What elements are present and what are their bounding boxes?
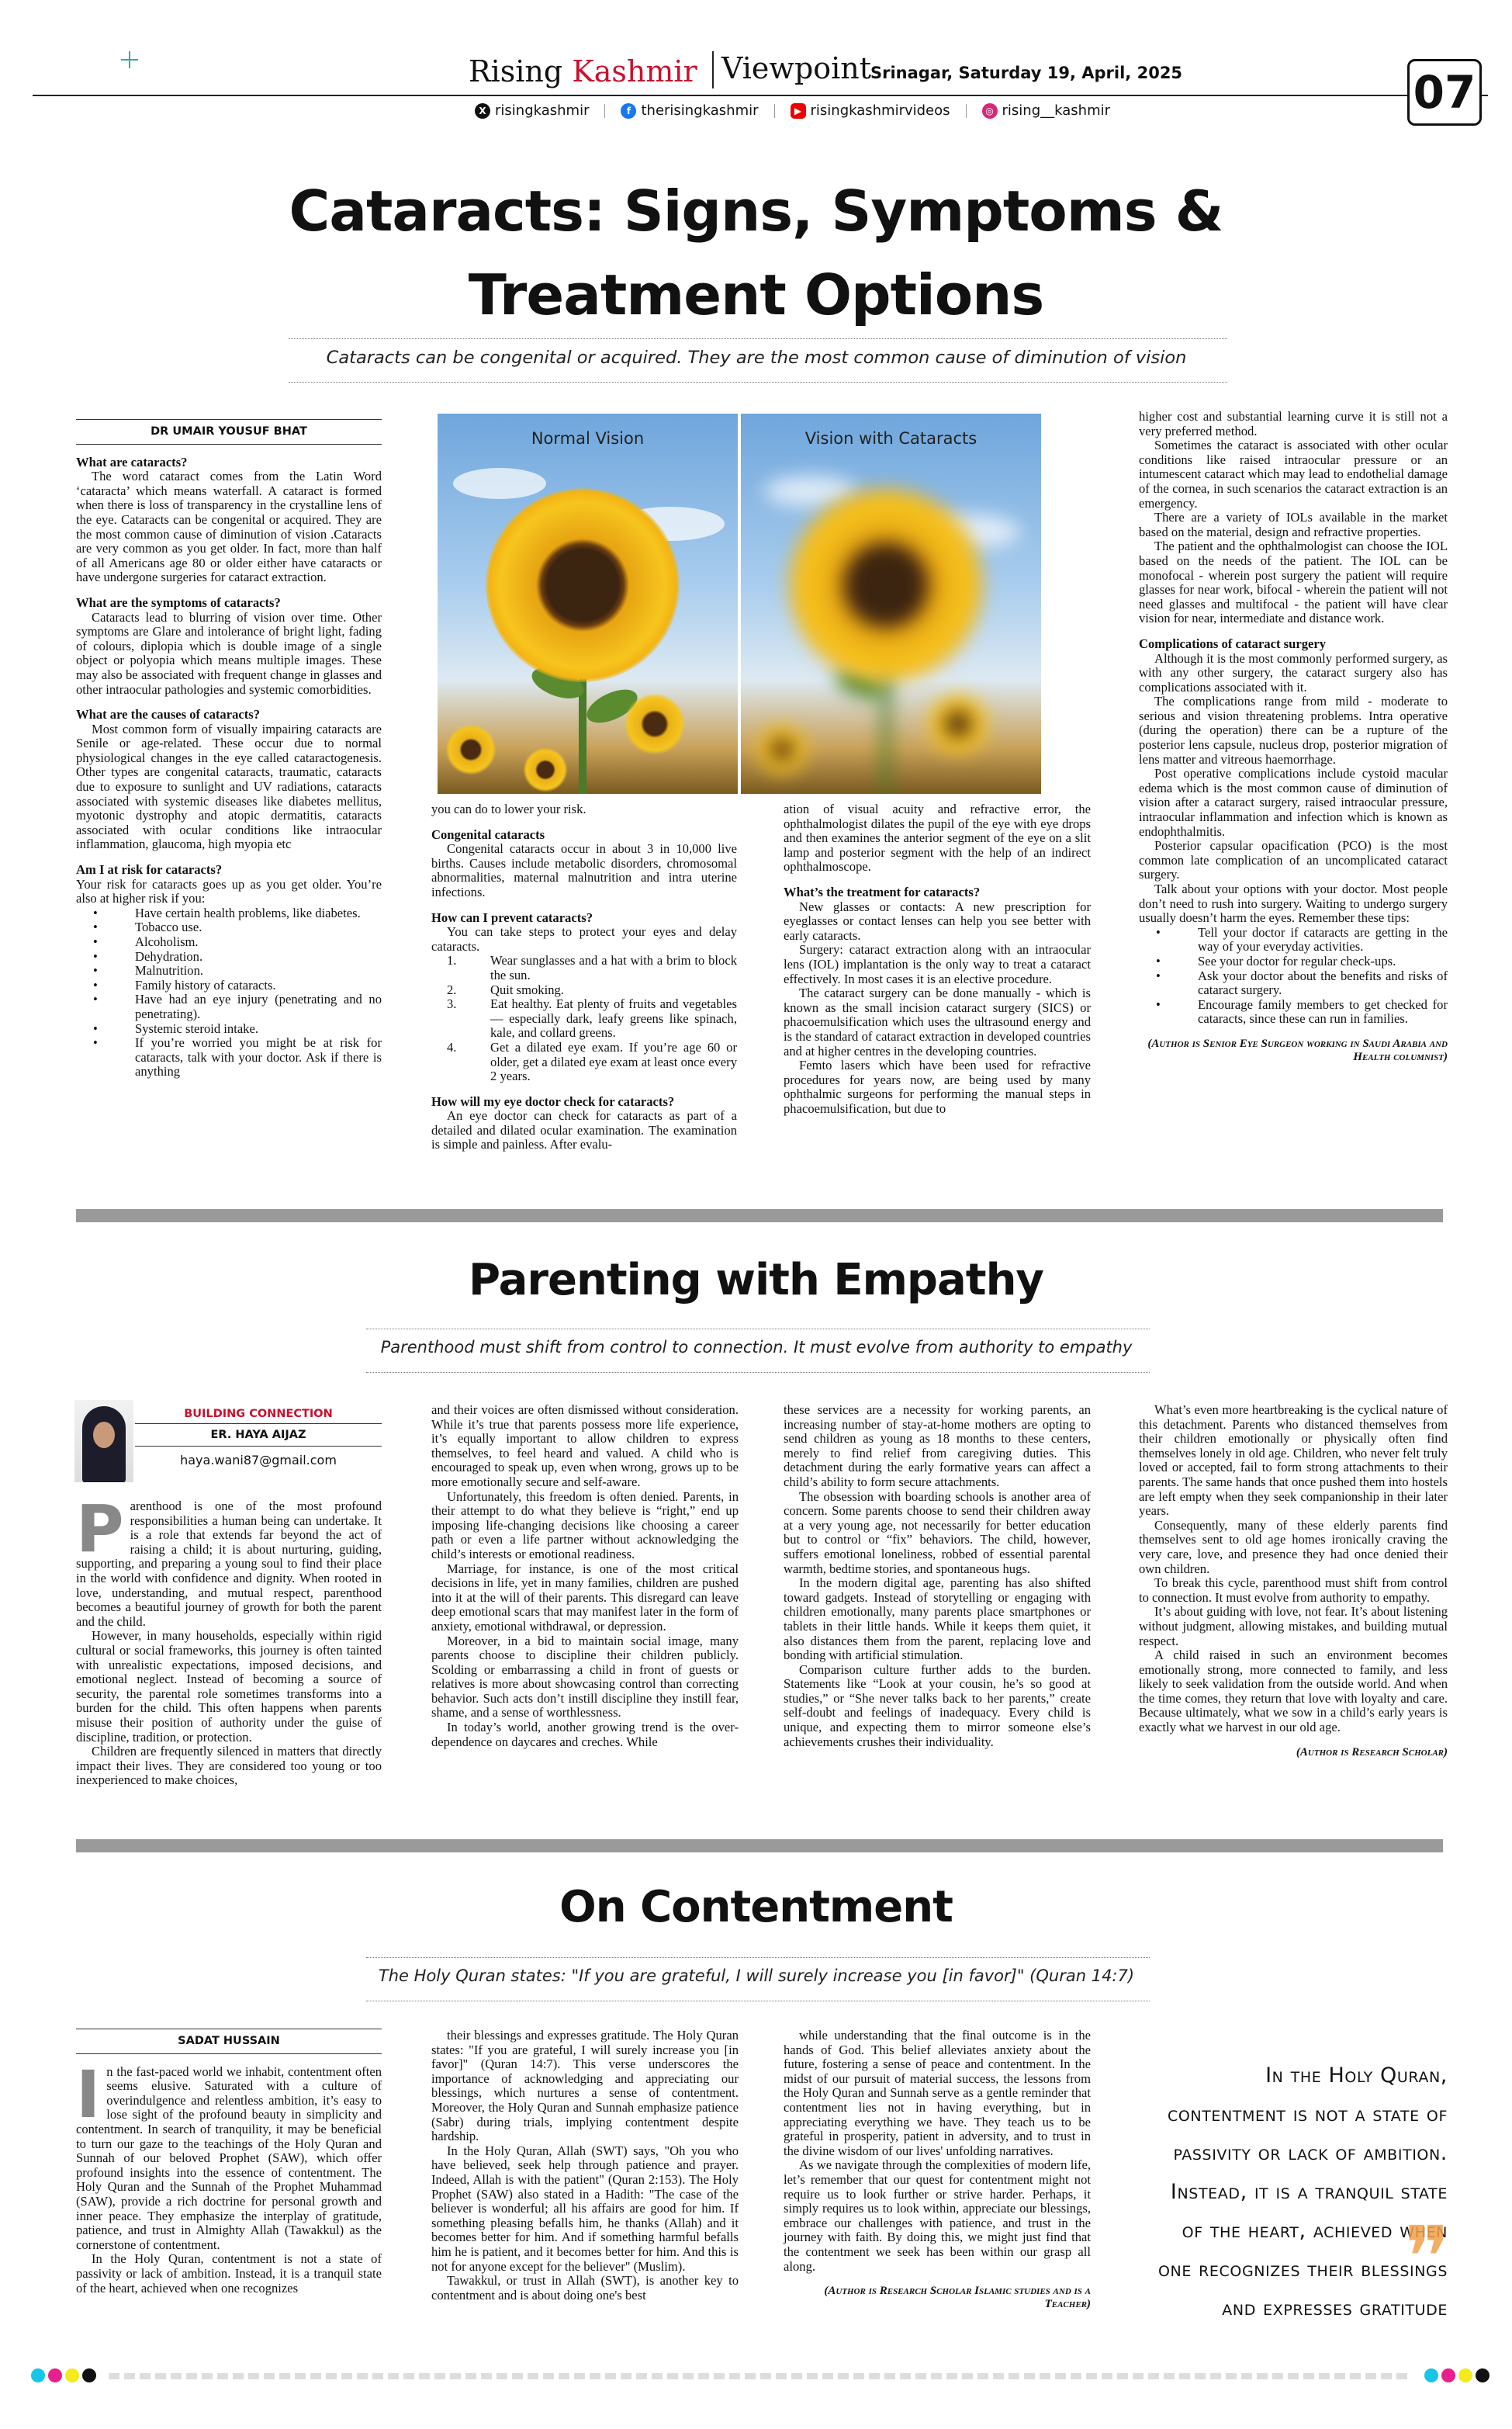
paragraph: In today’s world, another growing trend is the over-dependence on daycares and creches. While (431, 1720, 739, 1749)
paragraph: Although it is the most commonly performed surgery, as with any other surgery, the cataract surgery also has complications associated with it. (1139, 650, 1448, 695)
sunflower (756, 724, 808, 775)
article1-col-4 (1139, 410, 1448, 1064)
paragraph: Sometimes the cataract is associated with other ocular conditions like raised intraocular pressure or an intumescent cataract which may lead to endothelial damage of the cornea, in such scenarios the cataract extraction is an emergency. (1139, 438, 1448, 511)
list-text: Eat healthy. Eat plenty of fruits and vegetables — especially dark, leafy greens like spinach, kale, and collard greens. (490, 996, 737, 1041)
risk-list (76, 906, 382, 1079)
color-swatch (1441, 2368, 1455, 2382)
paragraph: these services are a necessity for working parents, an increasing number of stay-at-home mothers are opting to send children as young as 18 months to these centers, merely to find relief from caregiving duties. This detachment during the early formative years can affect a child’s ability to form secure attachments. (784, 1402, 1091, 1489)
color-swatch (31, 2368, 45, 2382)
social-handle: rising__kashmir (1002, 102, 1111, 119)
subheading: Complications of cataract surgery (1139, 636, 1327, 651)
brand-logo[interactable] (469, 54, 697, 88)
paragraph: higher cost and substantial learning curve it is still not a very preferred method. (1139, 409, 1448, 438)
list-item: • Systemic steroid intake. (76, 1022, 382, 1037)
paragraph: Unfortunately, this freedom is often denied. Parents, in their attempt to do what they believe is “right,” end up imposing life-changing decisions like choosing a career path or even a life partner without acknowledging the child’s interests or emotional readiness. (431, 1488, 739, 1561)
color-swatch (1424, 2368, 1438, 2382)
sunflower (624, 693, 686, 755)
list-item: • Encourage family members to get checked for cataracts, since these can run in families. (1139, 998, 1448, 1027)
list-item: • Family history of cataracts. (76, 979, 382, 993)
paragraph: Most common form of visually impairing cataracts are Senile or age-related. These occur due to normal physiological changes in the eye called cataractogenesis. Other types are congenital cataracts, traumatic, cataracts due to exposure to sunlight and UV radiations, cataracts associated with systemic diseases like diabetes mellitus, myotonic dystrophy and atopic dermatitis, cataracts associated with ocular conditions like intraocular inflammation, glaucoma, high myopia etc (76, 721, 382, 852)
list-text: Wear sunglasses and a hat with a brim to block the sun. (490, 953, 737, 982)
divider (604, 104, 605, 118)
article3-col-2 (431, 2029, 739, 2303)
paragraph: In the Holy Quran, contentment is not a state of passivity or lack of ambition. Instead, it is a tranquil state of the heart, achieved when one recognizes (76, 2251, 382, 2296)
list-item: • Have had an eye injury (penetrating and no penetrating). (76, 993, 382, 1021)
paragraph: New glasses or contacts: A new prescription for eyeglasses or contact lenses can help you see better with early cataracts. (784, 899, 1091, 943)
list-item: • Malnutrition. (76, 964, 382, 979)
paragraph: Posterior capsular opacification (PCO) is the most common late complication of an uncomplicated cataract surgery. (1139, 838, 1448, 882)
article2-deck: Parenthood must shift from control to connection. It must evolve from authority to empathy (380, 1338, 1133, 1357)
paragraph: An eye doctor can check for cataracts as part of a detailed and dilated ocular examination. The examination is simple and painless. After evalu- (431, 1108, 737, 1152)
section-divider (76, 1839, 1443, 1852)
social-link-facebook[interactable] (621, 102, 758, 119)
column-kicker: BUILDING CONNECTION (135, 1408, 382, 1424)
sunflower (445, 724, 497, 775)
paragraph: you can do to lower your risk. (431, 802, 586, 816)
author-email[interactable]: haya.wani87@gmail.com (180, 1453, 337, 1467)
author-byline: ER. HAYA AIJAZ (135, 1424, 382, 1447)
subheading: How will my eye doctor check for cataracts? (431, 1093, 675, 1109)
color-swatch (65, 2368, 79, 2382)
sunflower (486, 488, 680, 682)
paragraph: Children are frequently silenced in matters that directly impact their lives. They are considered too young or too inexperienced to make choices, (76, 1744, 382, 1788)
social-handle: risingkashmir (495, 102, 590, 119)
article2-col-2 (431, 1403, 739, 1749)
section-title: Viewpoint (721, 51, 872, 85)
subheading: Congenital cataracts (431, 826, 545, 842)
list-item (431, 1041, 737, 1084)
paragraph: What’s even more heartbreaking is the cyclical nature of this detachment. Parents who distanced themselves from their children emotionally or physically often find themselves lonely in old age. Children, who never felt truly loved or accepted, fail to form strong attachments to their parents. The same hands that once pushed them into hostels are left empty when they seek companionship in their later years. (1139, 1402, 1448, 1519)
divider (966, 104, 967, 118)
paragraph: Surgery: cataract extraction along with an intraocular lens (IOL) implantation is the only way to treat a cataract effectively. In most cases it is an elective procedure. (784, 942, 1091, 986)
author-credit: (Author is Research Scholar) (1296, 1745, 1448, 1759)
article3-col-3 (784, 2029, 1091, 2311)
section-divider (76, 1209, 1443, 1222)
tint-strip (109, 2373, 1412, 2379)
paragraph: Femto lasers which have been used for refractive procedures for years now, are being used by many ophthalmic surgeons for performing the manual steps in phacoemulsification, but due to (784, 1058, 1091, 1116)
list-number: 3. (447, 996, 457, 1012)
cloud (453, 468, 546, 499)
social-link-instagram[interactable] (982, 102, 1110, 119)
x-icon: X (475, 103, 490, 119)
list-item: • Alcoholism. (76, 935, 382, 950)
color-swatch (48, 2368, 62, 2382)
article2-col-3 (784, 1403, 1091, 1749)
list-item: • Have certain health problems, like diabetes. (76, 906, 382, 921)
paragraph: The patient and the ophthalmologist can choose the IOL based on the needs of the patient. The IOL can be monofocal - wherein post surgery the patient will require glasses for near work, bifocal - wherein the patient will not need glasses and multifocal - the patient will have clear vision for near, intermediate and distance work. (1139, 539, 1448, 626)
paragraph: Congenital cataracts occur in about 3 in 10,000 live births. Causes include metabolic disorders, chromosomal abnormalities, maternal malnutrition and intra uterine infections. (431, 841, 737, 899)
subheading: How can I prevent cataracts? (431, 910, 593, 925)
registration-marks (31, 2368, 96, 2382)
paragraph: It’s about guiding with love, not fear. It’s about listening without judgment, allowing mistakes, and building mutual respect. (1139, 1604, 1448, 1648)
facebook-icon: f (621, 103, 636, 119)
paragraph: arenthood is one of the most profound responsibilities a human being can undertake. It is a role that extends far beyond the act of raising a child; it is about nurturing, guiding, supporting, and preparing a young soul to find their place in the world with confidence and dignity. When rooted in love, understanding, and mutual respect, parenthood becomes a beautiful journey of growth for both the parent and the child. (76, 1499, 382, 1629)
subheading: What are the causes of cataracts? (76, 707, 261, 722)
paragraph: n the fast-paced world we inhabit, contentment often seems elusive. Saturated with a culture of overindulgence and relentless ambition, it’s easy to lose sight of the profound beauty in simplicity and contentment. In search of tranquility, it may be beneficial to turn our gaze to the teachings of the Holy Quran and Sunnah of our beloved Prophet (SAW), which offer profound insights into the essence of contentment. The Holy Quran and the Sunnah of the Prophet Muhammad (SAW), provide a rich doctrine for personal growth and inner peace. They emphasize the interplay of gratitude, patience, and trust in Almighty Allah (Tawakkul) as the cornerstone of contentment. (76, 2063, 382, 2252)
headline-line-1: Cataracts: Signs, Symptoms & (289, 178, 1223, 244)
paragraph: Talk about your options with your doctor. Most people don’t need to rush into surgery. Waiting to undergo surgery usually doesn’t harm the eyes. Remember these tips: (1139, 882, 1448, 926)
paragraph: You can take steps to protect your eyes and delay cataracts. (431, 924, 737, 954)
author-byline: SADAT HUSSAIN (76, 2029, 382, 2054)
paragraph: their blessings and expresses gratitude. The Holy Quran states: "If you are grateful, I will surely increase you [in favor]" (Quran 14:7). This verse underscores the importance of acknowledging and appreciating our blessings, which nurtures a sense of contentment. Moreover, the Holy Quran and Sunnah emphasize patience (Sabr) during trials, implying contentment despite hardship. (431, 2028, 739, 2144)
list-text: Quit smoking. (490, 982, 564, 997)
paragraph: The word cataract comes from the Latin Word ‘cataracta’ which means waterfall. A cataract is formed when there is loss of transparency in the crystalline lens of the eye. Cataracts can be congenital or acquired. They are the most common cause of diminution of vision .Cataracts are very common as you get older. In fact, more than half of all Americans age 80 or older either have cataracts or have undergone surgeries for cataract extraction. (76, 469, 382, 585)
subheading: Am I at risk for cataracts? (76, 862, 223, 878)
color-swatch (82, 2368, 96, 2382)
paragraph: Your risk for cataracts goes up as you get older. You’re also at higher risk if you: (76, 876, 382, 906)
author-credit: (Author is Senior Eye Surgeon working in Saudi Arabia and Health columnist) (1147, 1037, 1448, 1063)
article3-deck: The Holy Quran states: "If you are grateful, I will surely increase you [in favor]" (Quran 14:7) (378, 1966, 1135, 1985)
list-item (431, 997, 737, 1041)
paragraph: However, in many households, especially within rigid cultural or social frameworks, this journey is often tainted with unrealistic expectations, imposed decisions, and emotional neglect. Instead of becoming a source of security, the parental role sometimes transforms into a burden for the child. This often happens when parents misuse their position of authority under the guise of discipline, tradition, or protection. (76, 1628, 382, 1745)
deck-rule (289, 338, 1227, 339)
sunflower (927, 693, 989, 755)
paragraph: The cataract surgery can be done manually - which is known as the small incision cataract surgery (SICS) or phacoemulsification which uses the ultrasound energy and is the standard of cataract extraction in developed countries and at higher centres in the developing countries. (784, 986, 1091, 1059)
list-item: • Dehydration. (76, 950, 382, 965)
list-text: Get a dilated eye exam. If you’re age 60 or older, get a dilated eye exam at least once every 2 years. (490, 1039, 737, 1084)
paragraph: A child raised in such an environment becomes emotionally strong, more connected to family, and less likely to seek validation from the outside world. And when the time comes, they return that love with loyalty and care. Because ultimately, what we sow in a child’s early years is exactly what we harvest in our old age. (1139, 1648, 1448, 1735)
article1-col-1 (76, 419, 382, 1079)
paragraph: Consequently, many of these elderly parents find themselves sent to old age homes ironically craving the very care, love, and presence they had once denied their own children. (1139, 1517, 1448, 1576)
paragraph: Marriage, for instance, is one of the most critical decisions in life, yet in many families, children are pushed into it at the will of their parents. This disregard can leave deep emotional scars that may manifest later in the form of anxiety, emotional withdrawal, or depression. (431, 1561, 739, 1634)
article1-deck: Cataracts can be congenital or acquired. They are the most common cause of diminution of vision (326, 348, 1187, 368)
sunflower (523, 747, 568, 792)
article1-col-3 (784, 802, 1091, 1116)
paragraph: Post operative complications include cystoid macular edema which is the most common cause of diminution of vision after a cataract surgery, raised intraocular pressure, intraocular inflammation and infection which is known as endophthalmitis. (1139, 766, 1448, 839)
cataract-vision-pane (741, 414, 1041, 794)
paragraph: Comparison culture further adds to the burden. Statements like “Look at your cousin, he’s so good at studies,” or “She never talks back to her parents,” create self-doubt and feelings of inadequacy. Every child is unique, and expecting them to mirror someone else’s achievements crushes their individuality. (784, 1661, 1091, 1749)
list-number: 4. (447, 1039, 457, 1055)
subheading: What are the symptoms of cataracts? (76, 594, 281, 610)
paragraph: Tawakkul, or trust in Allah (SWT), is another key to contentment and is about doing one's best (431, 2273, 739, 2303)
article3-col-1 (76, 2029, 382, 2296)
author-credit: (Author is Research Scholar Islamic studies and is a Teacher) (824, 2285, 1091, 2311)
list-item: • See your doctor for regular check-ups. (1139, 955, 1448, 969)
social-link-youtube[interactable] (791, 102, 950, 119)
author-block (135, 1408, 382, 1467)
paragraph: There are a variety of IOLs available in the market based on the material, design and refractive properties. (1139, 510, 1448, 539)
registration-marks (1424, 2368, 1490, 2382)
social-links (475, 102, 1110, 119)
list-item: • Tobacco use. (76, 920, 382, 935)
normal-vision-pane (438, 414, 738, 794)
article1-headline (0, 169, 1512, 337)
pane-label: Vision with Cataracts (804, 429, 977, 448)
deck-rule (366, 1372, 1150, 1373)
pane-label: Normal Vision (531, 429, 645, 448)
instagram-icon: ◎ (982, 103, 998, 119)
list-number: 1. (447, 953, 457, 968)
color-swatch (1476, 2368, 1490, 2382)
dateline: Srinagar, Saturday 19, April, 2025 (870, 64, 1183, 82)
deck-rule (289, 382, 1227, 383)
paragraph: As we navigate through the complexities of modern life, let’s remember that our quest for contentment might not require us to look further or strive harder. Perhaps, it simply requires us to look within, appreciate our blessings, embrace our challenges with patience, and trust in the journey with faith. By doing this, we might just find that the contentment we seek has been within our grasp all along. (784, 2157, 1091, 2274)
list-number: 2. (447, 982, 457, 997)
face-shape (93, 1422, 115, 1448)
quote-mark-icon: ❞ (1404, 2208, 1451, 2307)
paragraph: while understanding that the final outcome is in the hands of God. This belief alleviates anxiety about the future, fostering a sense of peace and contentment. In the midst of our pursuit of material success, the lessons from the Holy Quran and Sunnah serve as a gentle reminder that contentment lies not in having everything, but in appreciating everything we have. They teach us to be grateful in prosperity, patient in adversity, and to trust in the divine wisdom of our lives' unfolding narratives. (784, 2028, 1091, 2158)
social-link-x[interactable] (475, 102, 589, 119)
author-photo (74, 1400, 133, 1482)
paragraph: Cataracts lead to blurring of vision over time. Other symptoms are Glare and intolerance of bright light, fading of colours, diplopia which is double image of a single object or polyopia which means multiple images. These may also be associated with frequent change in glasses and other intraocular pathologies and systemic comorbidities. (76, 609, 382, 697)
article2-col-1 (76, 1491, 382, 1788)
youtube-icon: ▶ (791, 103, 806, 119)
headline-line-2: Treatment Options (468, 262, 1044, 327)
divider (774, 104, 775, 118)
list-item: • If you’re worried you might be at risk for cataracts, talk with your doctor. Ask if there is anything (76, 1036, 382, 1079)
subheading: What are cataracts? (76, 454, 188, 470)
paragraph: Moreover, in a bid to maintain social image, many parents choose to discipline their children publicly. Scolding or embarrassing a child in front of guests or relatives is more about showcasing control than correcting behavior. Such acts don’t instill discipline they instill fear, shame, and a sense of worthlessness. (431, 1633, 739, 1720)
brand-divider (712, 51, 714, 88)
drop-cap: P (76, 1491, 124, 1567)
article2-col-4 (1139, 1403, 1448, 1759)
cataract-comparison-image (438, 414, 1041, 794)
brand-part-1: Rising (469, 54, 563, 88)
drop-cap: I (76, 2056, 101, 2133)
brand-part-2: Kashmir (572, 54, 697, 88)
paragraph: The complications range from mild - moderate to serious and vision threatening problems. Intra operative (during the operation) there can be a rupture of the posterior lens capsule, nucleus drop, posterior migration of lens matter and vitreous haemorrhage. (1139, 694, 1448, 767)
author-byline: DR UMAIR YOUSUF BHAT (76, 419, 382, 445)
prevention-list (431, 954, 737, 1083)
list-item (431, 983, 737, 998)
article2-headline: Parenting with Empathy (469, 1255, 1043, 1305)
paragraph: In the Holy Quran, Allah (SWT) says, "Oh you who have believed, seek help through patience and prayer. Indeed, Allah is with the patient" (Quran 2:153). The Holy Prophet (SAW) also stated in a Hadith: "The case of the believer is wonderful; all his affairs are good for him. If something pleasing befalls him, he thanks (Allah) and it becomes better for him. And if something harmful befalls him he is patient, and it becomes better for him. And this is not for anyone except for the believer" (Muslim). (431, 2143, 739, 2274)
social-handle: risingkashmirvideos (810, 102, 950, 119)
masthead (33, 45, 1488, 96)
article3-headline: On Contentment (559, 1882, 953, 1932)
color-swatch (1458, 2368, 1472, 2382)
deck-rule (366, 1957, 1150, 1958)
paragraph: The obsession with boarding schools is another area of concern. Some parents choose to send their children away at a very young age, not necessarily for better education but to control or “fix” behaviors. The child, however, suffers emotional loneliness, robbed of essential parental warmth, bedtime stories, and spontaneous hugs. (784, 1488, 1091, 1576)
page-number: 07 (1407, 59, 1482, 126)
tips-list (1139, 926, 1448, 1027)
list-item: • Tell your doctor if cataracts are getting in the way of your everyday activities. (1139, 926, 1448, 955)
list-item (431, 954, 737, 982)
paragraph: To break this cycle, parenthood must shift from control to connection. It must evolve from authority to empathy. (1139, 1575, 1448, 1605)
sunflower (789, 488, 983, 682)
social-handle: therisingkashmir (641, 102, 759, 119)
list-item: • Ask your doctor about the benefits and risks of cataract surgery. (1139, 969, 1448, 998)
subheading: What’s the treatment for cataracts? (784, 884, 981, 899)
paragraph: In the modern digital age, parenting has also shifted toward gadgets. Instead of storytelling or engaging with children emotionally, many parents place smartphones or tablets in their little hands. While it keeps them quiet, it also distances them from the parent, replacing love and bonding with artificial stimulation. (784, 1575, 1091, 1663)
paragraph: and their voices are often dismissed without consideration. While it’s true that parents possess more life experience, it’s equally important to allow children to express themselves, to feel heard and valued. A child who is encouraged to speak up, even when wrong, grows up to be more emotionally secure and self-aware. (431, 1402, 739, 1489)
paragraph: ation of visual acuity and refractive error, the ophthalmologist dilates the pupil of the eye with eye drops and then examines the anterior segment of the eye on a slit lamp and posterior segment with the help of an indirect ophthalmoscope. (784, 802, 1091, 875)
article1-col-2 (431, 802, 737, 1152)
pull-quote: In the Holy Quran, contentment is not a state of passivity or lack of ambition. Instead, it is a tranquil state of the heart, achieved when one recognizes their blessings and expresses gratitude (1157, 2063, 1448, 2320)
